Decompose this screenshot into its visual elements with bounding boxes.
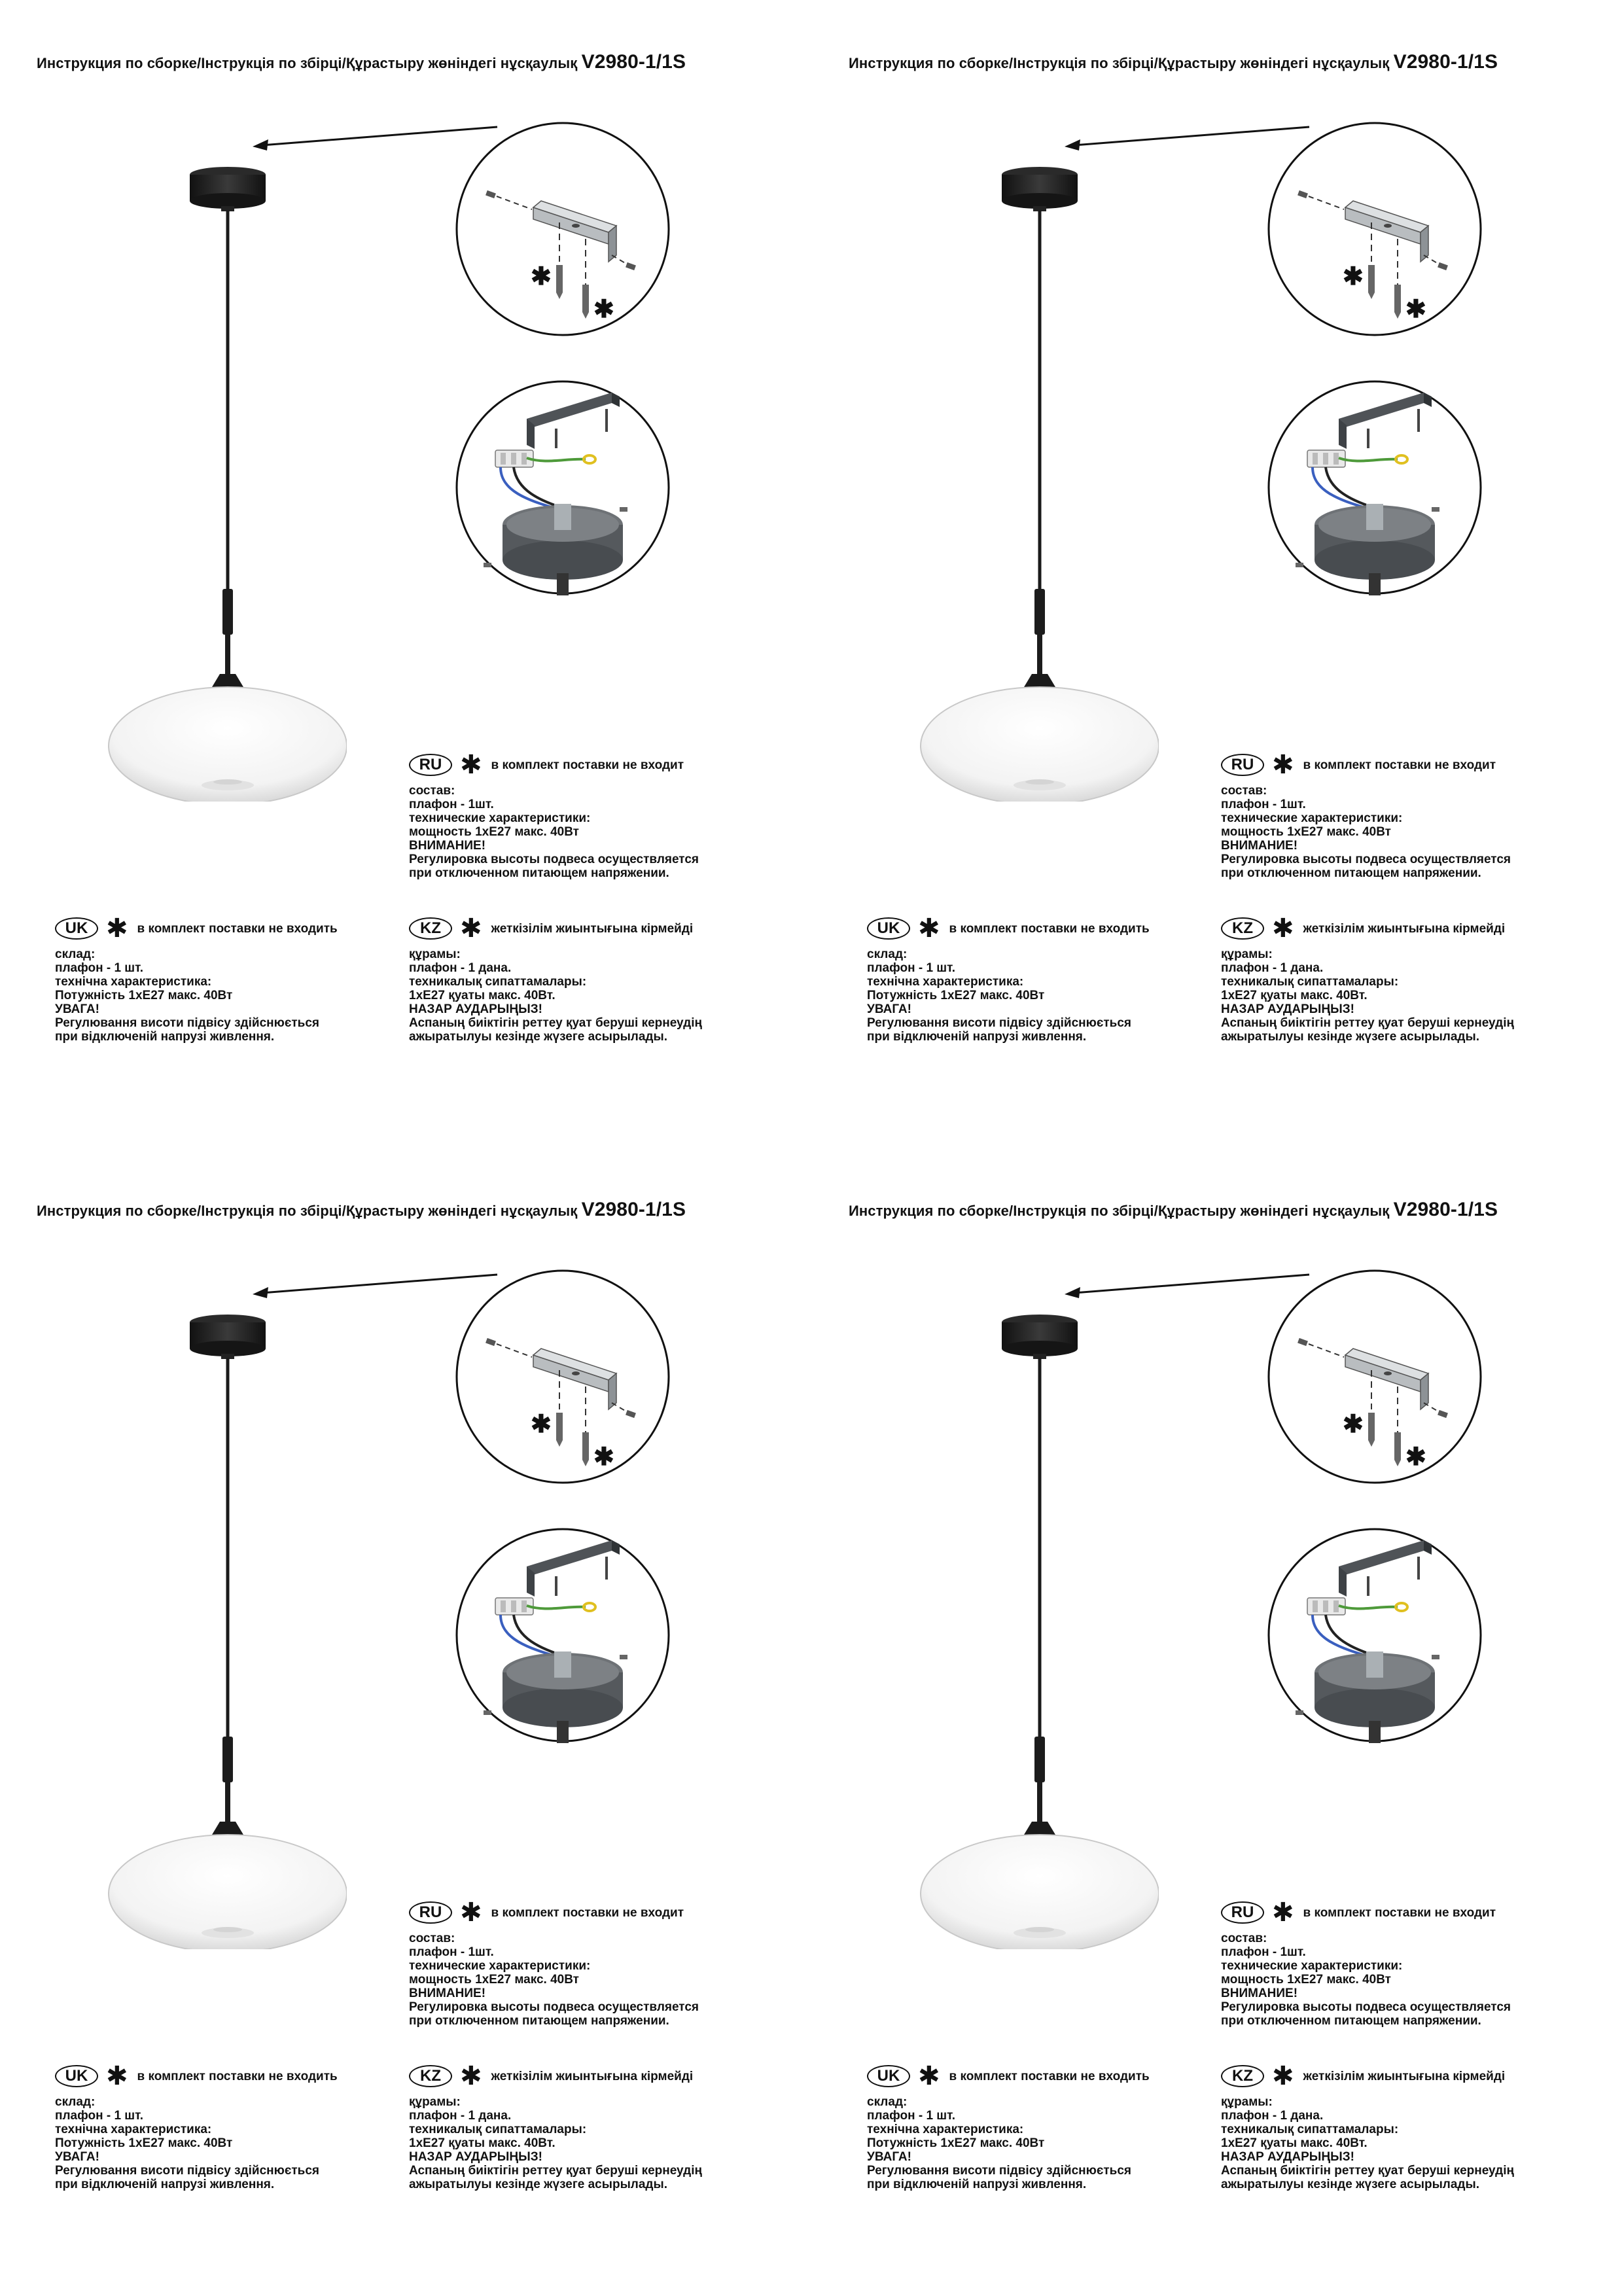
screw-icon (1432, 507, 1439, 512)
not-included-mark: ✱ (593, 296, 614, 323)
lang-badge-ru: RU (1221, 754, 1264, 776)
kz-instructions (1221, 914, 1514, 1044)
kz-line: құрамы: (409, 947, 461, 961)
ru-line: ВНИМАНИЕ! (1221, 1987, 1298, 2000)
ru-line: мощность 1хЕ27 макс. 40Вт (409, 1973, 579, 1987)
kz-line: Аспаның биіктігін реттеу қуат беруші кернеудің (1221, 2164, 1514, 2178)
not-included-note: в комплект поставки не входить (949, 2069, 1150, 2083)
title-text: Инструкция по сборке/Інструкція по збірці/Құрастыру жөніндегі нұсқаулық (37, 55, 582, 71)
title-text: Инструкция по сборке/Інструкція по збірці/Құрастыру жөніндегі нұсқаулық (849, 1203, 1394, 1219)
kz-instructions (409, 914, 702, 1044)
ru-line: состав: (1221, 1932, 1267, 1945)
model-number: V2980-1/1S (581, 51, 686, 73)
asterisk-icon: ✱ (106, 914, 128, 943)
pendant-lamp-illustration (910, 167, 1159, 802)
glass-shade (109, 1835, 347, 1949)
uk-line: плафон - 1 шт. (867, 2109, 956, 2123)
model-number: V2980-1/1S (1393, 1199, 1498, 1220)
not-included-mark: ✱ (531, 1411, 552, 1438)
title-text: Инструкция по сборке/Інструкція по збірці/Құрастыру жөніндегі нұсқаулық (37, 1203, 582, 1219)
kz-line: НАЗАР АУДАРЫҢЫЗ! (1221, 2150, 1354, 2164)
uk-line: Регулювання висоти підвісу здійснюється (55, 2164, 319, 2178)
ru-line: плафон - 1шт. (1221, 1945, 1306, 1959)
kz-line: ажыратылуы кезінде жүзеге асырылады. (409, 2178, 667, 2191)
kz-line: Аспаның биіктігін реттеу қуат беруші кернеудің (409, 1016, 702, 1030)
ru-instructions (1221, 751, 1511, 880)
ru-line: Регулировка высоты подвеса осуществляется (1221, 2000, 1511, 2014)
lang-badge-ru: RU (1221, 1901, 1264, 1924)
model-number: V2980-1/1S (581, 1199, 686, 1220)
glass-shade (109, 687, 347, 802)
pendant-lamp-illustration (910, 1315, 1159, 1949)
not-included-mark: ✱ (531, 263, 552, 291)
instruction-sheet-top-right (812, 0, 1624, 1148)
kz-line: ажыратылуы кезінде жүзеге асырылады. (1221, 1030, 1479, 1044)
height-adjuster (222, 1737, 233, 1782)
ceiling-canopy (1002, 1315, 1078, 1359)
ru-line: при отключенном питающем напряжении. (409, 866, 669, 880)
kz-line: құрамы: (1221, 947, 1273, 961)
uk-instructions (867, 2062, 1150, 2191)
ru-line: технические характеристики: (409, 1959, 591, 1973)
kz-line: НАЗАР АУДАРЫҢЫЗ! (409, 2150, 542, 2164)
not-included-note: жеткізілім жиынтығына кірмейді (1303, 921, 1506, 936)
bracket-mounting-detail (455, 1269, 671, 1485)
lang-badge-kz: KZ (409, 917, 452, 940)
instruction-sheet-bottom-left (0, 1148, 812, 2295)
uk-line: склад: (55, 947, 96, 961)
not-included-note: в комплект поставки не входит (1303, 1905, 1496, 1920)
uk-line: при відключеній напрузі живлення. (867, 1030, 1087, 1044)
sheet-title (37, 1199, 686, 1221)
dowel-icon (1394, 285, 1401, 319)
sheet-title (37, 51, 686, 73)
kz-line: Аспаның биіктігін реттеу қуат беруші кернеудің (409, 2164, 702, 2178)
uk-line: склад: (867, 947, 908, 961)
lang-badge-uk: UK (55, 917, 98, 940)
wiring-connection-detail (455, 1527, 671, 1743)
dowel-icon (1394, 1432, 1401, 1466)
ru-line: Регулировка высоты подвеса осуществляется (409, 853, 699, 866)
ru-line: мощность 1хЕ27 макс. 40Вт (409, 825, 579, 839)
wiring-connection-detail (455, 380, 671, 595)
not-included-note: в комплект поставки не входить (137, 2069, 338, 2083)
instruction-sheet-top-left (0, 0, 812, 1148)
kz-instructions (409, 2062, 702, 2191)
kz-line: 1хЕ27 қуаты макс. 40Вт. (409, 2136, 556, 2150)
uk-line: плафон - 1 шт. (867, 961, 956, 975)
not-included-note: в комплект поставки не входит (491, 1905, 684, 1920)
wiring-connection-detail (1267, 1527, 1483, 1743)
kz-line: техникалық сипаттамалары: (409, 975, 587, 989)
not-included-mark: ✱ (1405, 296, 1426, 323)
ru-line: плафон - 1шт. (409, 798, 494, 811)
pendant-lamp-illustration (98, 1315, 347, 1949)
ru-line: технические характеристики: (1221, 811, 1403, 825)
kz-line: 1хЕ27 қуаты макс. 40Вт. (1221, 2136, 1368, 2150)
asterisk-icon: ✱ (1272, 1898, 1294, 1927)
uk-line: УВАГА! (55, 1002, 99, 1016)
kz-line: 1хЕ27 қуаты макс. 40Вт. (1221, 989, 1368, 1002)
kz-line: НАЗАР АУДАРЫҢЫЗ! (1221, 1002, 1354, 1016)
screw-icon (620, 507, 627, 512)
dowel-icon (1368, 265, 1375, 299)
screw-icon (1296, 1710, 1303, 1715)
height-adjuster (1034, 1737, 1045, 1782)
asterisk-icon: ✱ (918, 914, 940, 943)
dowel-icon (582, 1432, 589, 1466)
lang-badge-ru: RU (409, 754, 452, 776)
uk-line: технічна характеристика: (867, 2123, 1024, 2136)
ru-line: технические характеристики: (1221, 1959, 1403, 1973)
screw-icon (1296, 563, 1303, 567)
dowel-icon (1368, 1413, 1375, 1447)
ru-line: ВНИМАНИЕ! (1221, 839, 1298, 853)
not-included-mark: ✱ (1405, 1443, 1426, 1471)
ru-line: мощность 1хЕ27 макс. 40Вт (1221, 825, 1391, 839)
ru-line: Регулировка высоты подвеса осуществляется (1221, 853, 1511, 866)
not-included-mark: ✱ (1343, 263, 1364, 291)
lang-badge-kz: KZ (409, 2065, 452, 2087)
ru-line: мощность 1хЕ27 макс. 40Вт (1221, 1973, 1391, 1987)
screw-icon (484, 563, 491, 567)
bracket-mounting-detail (1267, 121, 1483, 337)
kz-line: плафон - 1 дана. (1221, 961, 1324, 975)
sheet-title (849, 1199, 1498, 1221)
ru-instructions (409, 1898, 699, 2028)
screw-icon (1432, 1655, 1439, 1659)
asterisk-icon: ✱ (460, 914, 482, 943)
uk-line: технічна характеристика: (55, 2123, 212, 2136)
uk-instructions (867, 914, 1150, 1044)
ru-instructions (1221, 1898, 1511, 2028)
kz-line: құрамы: (1221, 2095, 1273, 2109)
asterisk-icon: ✱ (1272, 2062, 1294, 2091)
uk-line: плафон - 1 шт. (55, 961, 144, 975)
uk-instructions (55, 2062, 338, 2191)
pendant-lamp-illustration (98, 167, 347, 802)
dowel-icon (556, 1413, 563, 1447)
ru-line: состав: (1221, 784, 1267, 798)
uk-line: склад: (867, 2095, 908, 2109)
uk-line: при відключеній напрузі живлення. (55, 2178, 275, 2191)
kz-line: плафон - 1 дана. (409, 2109, 512, 2123)
dowel-icon (582, 285, 589, 319)
kz-line: ажыратылуы кезінде жүзеге асырылады. (1221, 2178, 1479, 2191)
sheet-title (849, 51, 1498, 73)
kz-line: 1хЕ27 қуаты макс. 40Вт. (409, 989, 556, 1002)
uk-line: склад: (55, 2095, 96, 2109)
asterisk-icon: ✱ (460, 2062, 482, 2091)
ru-line: при отключенном питающем напряжении. (409, 2014, 669, 2028)
not-included-note: в комплект поставки не входить (137, 921, 338, 936)
glass-shade (921, 687, 1159, 802)
kz-instructions (1221, 2062, 1514, 2191)
screw-icon (620, 1655, 627, 1659)
uk-line: Потужність 1хЕ27 макс. 40Вт (867, 989, 1045, 1002)
uk-line: Регулювання висоти підвісу здійснюється (55, 1016, 319, 1030)
uk-instructions (55, 914, 338, 1044)
uk-line: технічна характеристика: (55, 975, 212, 989)
uk-line: Потужність 1хЕ27 макс. 40Вт (55, 989, 233, 1002)
ru-line: состав: (409, 784, 455, 798)
title-text: Инструкция по сборке/Інструкція по збірці/Құрастыру жөніндегі нұсқаулық (849, 55, 1394, 71)
height-adjuster (1034, 589, 1045, 635)
screw-icon (484, 1710, 491, 1715)
ru-line: Регулировка высоты подвеса осуществляется (409, 2000, 699, 2014)
ceiling-canopy (190, 167, 266, 211)
asterisk-icon: ✱ (106, 2062, 128, 2091)
lang-badge-ru: RU (409, 1901, 452, 1924)
ru-line: плафон - 1шт. (409, 1945, 494, 1959)
uk-line: технічна характеристика: (867, 975, 1024, 989)
asterisk-icon: ✱ (460, 751, 482, 779)
bracket-mounting-detail (1267, 1269, 1483, 1485)
ru-line: технические характеристики: (409, 811, 591, 825)
uk-line: Регулювання висоти підвісу здійснюється (867, 2164, 1131, 2178)
kz-line: плафон - 1 дана. (409, 961, 512, 975)
kz-line: техникалық сипаттамалары: (1221, 2123, 1399, 2136)
uk-line: Потужність 1хЕ27 макс. 40Вт (55, 2136, 233, 2150)
kz-line: ажыратылуы кезінде жүзеге асырылады. (409, 1030, 667, 1044)
ru-line: при отключенном питающем напряжении. (1221, 866, 1481, 880)
uk-line: Потужність 1хЕ27 макс. 40Вт (867, 2136, 1045, 2150)
kz-line: НАЗАР АУДАРЫҢЫЗ! (409, 1002, 542, 1016)
not-included-note: жеткізілім жиынтығына кірмейді (491, 2069, 694, 2083)
lang-badge-uk: UK (867, 2065, 910, 2087)
lang-badge-uk: UK (867, 917, 910, 940)
ru-line: при отключенном питающем напряжении. (1221, 2014, 1481, 2028)
asterisk-icon: ✱ (918, 2062, 940, 2091)
not-included-mark: ✱ (593, 1443, 614, 1471)
not-included-mark: ✱ (1343, 1411, 1364, 1438)
bracket-mounting-detail (455, 121, 671, 337)
kz-line: құрамы: (409, 2095, 461, 2109)
glass-shade (921, 1835, 1159, 1949)
ru-instructions (409, 751, 699, 880)
asterisk-icon: ✱ (1272, 914, 1294, 943)
height-adjuster (222, 589, 233, 635)
ru-line: ВНИМАНИЕ! (409, 839, 486, 853)
not-included-note: жеткізілім жиынтығына кірмейді (491, 921, 694, 936)
kz-line: плафон - 1 дана. (1221, 2109, 1324, 2123)
dowel-icon (556, 265, 563, 299)
not-included-note: в комплект поставки не входит (491, 758, 684, 772)
lang-badge-kz: KZ (1221, 917, 1264, 940)
ceiling-canopy (1002, 167, 1078, 211)
uk-line: плафон - 1 шт. (55, 2109, 144, 2123)
uk-line: УВАГА! (867, 2150, 911, 2164)
kz-line: техникалық сипаттамалары: (409, 2123, 587, 2136)
lang-badge-uk: UK (55, 2065, 98, 2087)
uk-line: при відключеній напрузі живлення. (867, 2178, 1087, 2191)
uk-line: Регулювання висоти підвісу здійснюється (867, 1016, 1131, 1030)
model-number: V2980-1/1S (1393, 51, 1498, 73)
instruction-sheet-bottom-right (812, 1148, 1624, 2295)
lang-badge-kz: KZ (1221, 2065, 1264, 2087)
wiring-connection-detail (1267, 380, 1483, 595)
ru-line: ВНИМАНИЕ! (409, 1987, 486, 2000)
ru-line: состав: (409, 1932, 455, 1945)
uk-line: УВАГА! (55, 2150, 99, 2164)
kz-line: техникалық сипаттамалары: (1221, 975, 1399, 989)
not-included-note: в комплект поставки не входить (949, 921, 1150, 936)
uk-line: при відключеній напрузі живлення. (55, 1030, 275, 1044)
ru-line: плафон - 1шт. (1221, 798, 1306, 811)
asterisk-icon: ✱ (460, 1898, 482, 1927)
kz-line: Аспаның биіктігін реттеу қуат беруші кернеудің (1221, 1016, 1514, 1030)
uk-line: УВАГА! (867, 1002, 911, 1016)
ceiling-canopy (190, 1315, 266, 1359)
asterisk-icon: ✱ (1272, 751, 1294, 779)
not-included-note: в комплект поставки не входит (1303, 758, 1496, 772)
not-included-note: жеткізілім жиынтығына кірмейді (1303, 2069, 1506, 2083)
